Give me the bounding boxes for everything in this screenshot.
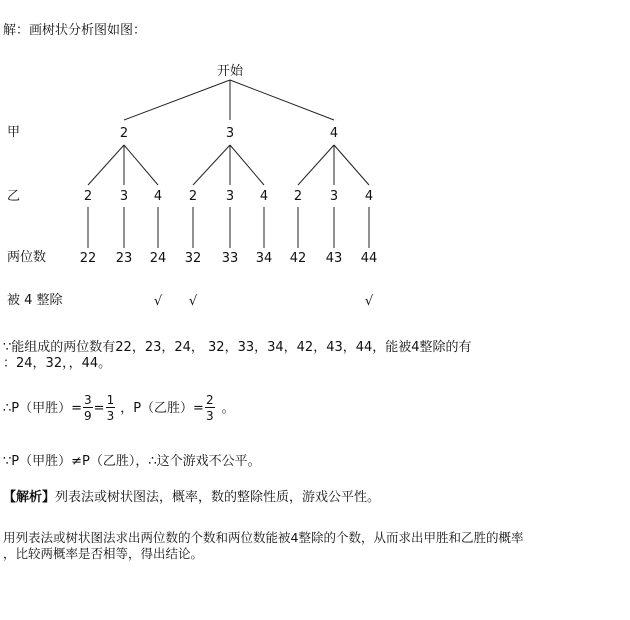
row-label-two-digit: 两位数 [7, 250, 47, 265]
fraction-numerator: 2 [205, 393, 214, 407]
tree-edge [124, 145, 158, 185]
tree-node-jia: 3 [225, 126, 235, 141]
two-digit-number: 42 [289, 251, 307, 266]
prob-mid: ，P（乙胜）= [120, 400, 204, 416]
tree-edge [88, 145, 124, 185]
fraction [106, 394, 116, 422]
tree-node-yi: 3 [329, 189, 339, 204]
two-digit-number: 34 [255, 251, 273, 266]
two-digit-number: 24 [149, 251, 167, 266]
numbers-sentence-line1: ∵能组成的两位数有22，23，24， 32，33，34，42，43，44，能被4整除的有 [3, 340, 472, 355]
numbers-sentence-line2: ：24，32，，44。 [3, 356, 112, 371]
two-digit-number: 33 [221, 251, 239, 266]
analysis-tag: 【解析】 [3, 490, 56, 505]
fraction-denominator: 3 [106, 409, 115, 423]
row-label-yi: 乙 [7, 189, 21, 204]
tree-node-yi: 4 [153, 189, 163, 204]
tree-node-yi: 2 [188, 189, 198, 204]
two-digit-number: 43 [325, 251, 343, 266]
fraction-denominator: 9 [84, 409, 92, 423]
check-mark: √ [153, 294, 163, 309]
fraction-numerator: 1 [106, 393, 115, 407]
probability-line [3, 394, 235, 422]
solution-header: 解：画树状分析图如图： [3, 23, 147, 38]
tree-node-yi: 2 [83, 189, 93, 204]
two-digit-number: 32 [184, 251, 202, 266]
two-digit-number: 23 [115, 251, 133, 266]
prob-suffix: 。 [221, 400, 235, 416]
fraction [205, 394, 215, 422]
tree-edge [298, 145, 334, 185]
check-mark: √ [188, 294, 198, 309]
tree-node-yi: 3 [225, 189, 235, 204]
tree-edge [230, 80, 334, 120]
fraction [83, 394, 93, 422]
conclusion-line: ∵P（甲胜）≠P（乙胜），∴这个游戏不公平。 [3, 454, 261, 469]
tree-root: 开始 [216, 64, 244, 79]
fraction-numerator: 3 [84, 393, 92, 407]
row-label-jia: 甲 [7, 125, 21, 140]
tree-edge [124, 80, 230, 120]
row-label-div4: 被 4 整除 [7, 293, 63, 308]
tree-edge [230, 145, 264, 185]
prob-prefix: ∴P（甲胜）= [3, 400, 83, 416]
check-mark: √ [364, 294, 374, 309]
explain-line2: ，比较两概率是否相等，得出结论。 [3, 546, 204, 561]
tree-node-yi: 3 [119, 189, 129, 204]
equals-sign: = [93, 400, 105, 416]
tree-node-jia: 4 [329, 126, 339, 141]
analysis-text: 列表法或树状图法，概率，数的整除性质，游戏公平性。 [55, 490, 381, 505]
two-digit-number: 22 [79, 251, 97, 266]
tree-edge [334, 145, 369, 185]
fraction-denominator: 3 [205, 409, 214, 423]
tree-edge [193, 145, 230, 185]
tree-node-jia: 2 [119, 126, 129, 141]
tree-node-yi: 4 [364, 189, 374, 204]
analysis-line [3, 491, 380, 504]
tree-node-yi: 2 [293, 189, 303, 204]
two-digit-number: 44 [360, 251, 378, 266]
tree-node-yi: 4 [259, 189, 269, 204]
explain-line1: 用列表法或树状图法求出两位数的个数和两位数能被4整除的个数，从而求出甲胜和乙胜的概率 [3, 530, 524, 545]
